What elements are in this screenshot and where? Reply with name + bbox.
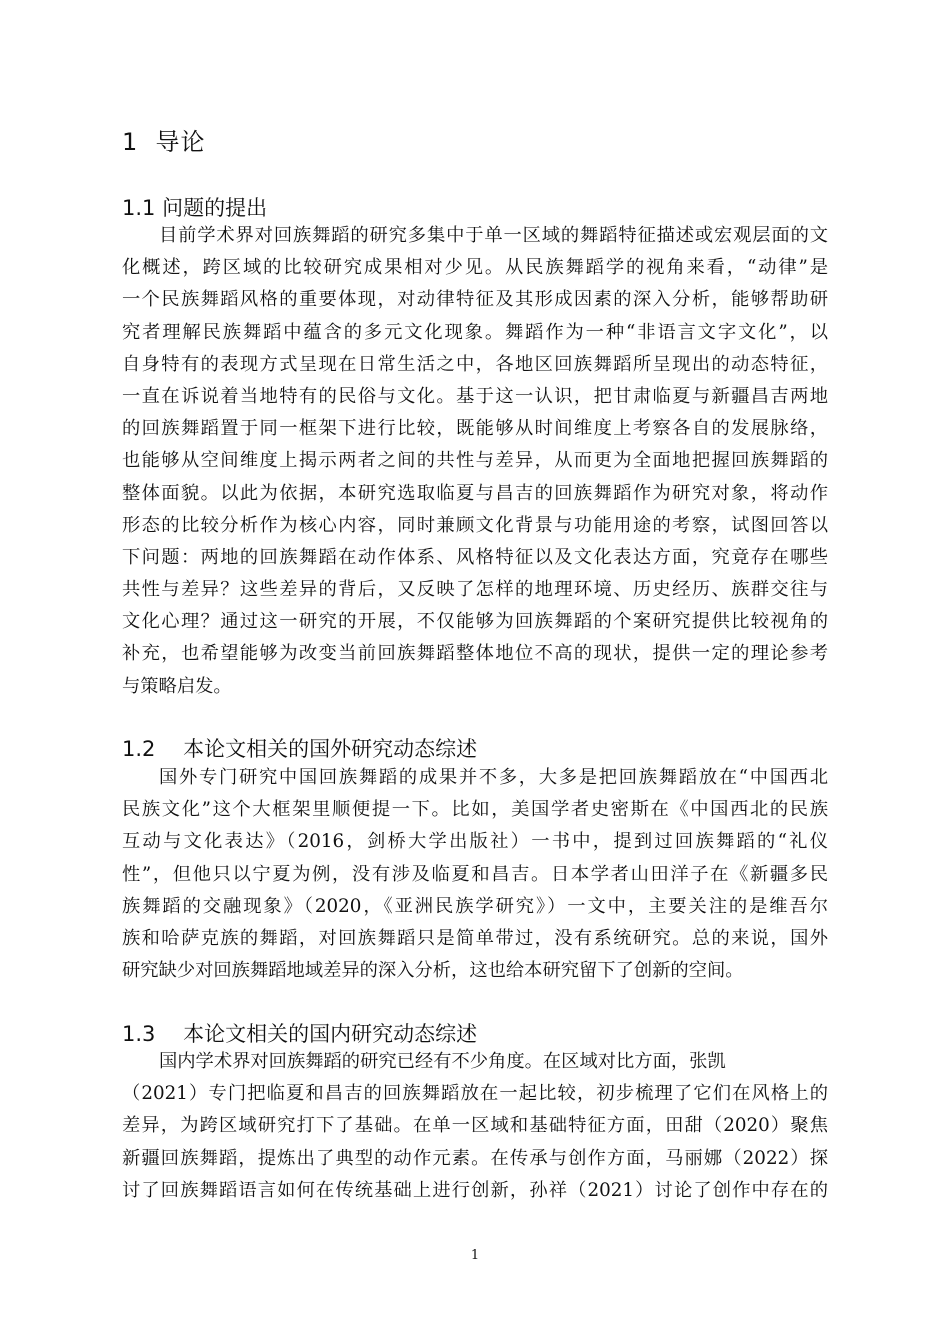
- paragraph-line: 也能够从空间维度上揭示两者之间的共性与差异，从而更为全面地把握回族舞蹈的: [122, 450, 828, 472]
- paragraph-line: 新疆回族舞蹈，提炼出了典型的动作元素。在传承与创作方面，马丽娜（2022）探: [122, 1147, 828, 1169]
- paragraph-line: 下问题：两地的回族舞蹈在动作体系、风格特征以及文化表达方面，究竟存在哪些: [122, 546, 828, 568]
- paragraph-line: 一个民族舞蹈风格的重要体现，对动律特征及其形成因素的深入分析，能够帮助研: [122, 289, 828, 311]
- section-1-1-paragraph: [122, 220, 828, 703]
- paragraph-line: 整体面貌。以此为依据，本研究选取临夏与昌吉的回族舞蹈作为研究对象，将动作: [122, 482, 828, 504]
- paragraph-line: 族舞蹈的交融现象》（2020，《亚洲民族学研究》）一文中，主要关注的是维吾尔: [122, 895, 828, 917]
- section-heading-1-1: 1.1 问题的提出: [122, 196, 268, 220]
- paragraph-line: 差异，为跨区域研究打下了基础。在单一区域和基础特征方面，田甜（2020）聚焦: [122, 1115, 828, 1137]
- paragraph-line: 形态的比较分析作为核心内容，同时兼顾文化背景与功能用途的考察，试图回答以: [122, 514, 828, 536]
- chapter-title: [122, 122, 206, 157]
- paragraph-line: 性”，但他只以宁夏为例，没有涉及临夏和昌吉。日本学者山田洋子在《新疆多民: [122, 863, 828, 885]
- paragraph-line: 互动与文化表达》（2016，剑桥大学出版社）一书中，提到过回族舞蹈的“礼仪: [122, 831, 828, 853]
- paragraph-line: 与策略启发。: [122, 675, 232, 697]
- paragraph-line: 国外专门研究中国回族舞蹈的成果并不多，大多是把回族舞蹈放在“中国西北: [159, 767, 828, 788]
- section-heading-1-3: 1.3 本论文相关的国内研究动态综述: [122, 1022, 478, 1046]
- paragraph-line: 一直在诉说着当地特有的民俗与文化。基于这一认识，把甘肃临夏与新疆昌吉两地: [122, 385, 828, 407]
- paragraph-line: 共性与差异？这些差异的背后，又反映了怎样的地理环境、历史经历、族群交往与: [122, 579, 828, 601]
- paragraph-line: 文化心理？通过这一研究的开展，不仅能够为回族舞蹈的个案研究提供比较视角的: [122, 611, 828, 633]
- paragraph-line: 自身特有的表现方式呈现在日常生活之中，各地区回族舞蹈所呈现出的动态特征，: [122, 353, 828, 375]
- page-number: 1: [470, 1248, 480, 1263]
- paragraph-line: 目前学术界对回族舞蹈的研究多集中于单一区域的舞蹈特征描述或宏观层面的文: [159, 225, 828, 246]
- paragraph-line: 民族文化”这个大框架里顺便提一下。比如，美国学者史密斯在《中国西北的民族: [122, 799, 828, 821]
- paragraph-line: 讨了回族舞蹈语言如何在传统基础上进行创新，孙祥（2021）讨论了创作中存在的: [122, 1179, 828, 1201]
- section-1-3-paragraph: [122, 1046, 828, 1207]
- paragraph-line: 研究缺少对回族舞蹈地域差异的深入分析，这也给本研究留下了创新的空间。: [122, 960, 744, 982]
- section-heading-1-2: 1.2 本论文相关的国外研究动态综述: [122, 737, 478, 761]
- chapter-title-text: 导论: [155, 128, 206, 156]
- section-1-2-paragraph: [122, 762, 828, 987]
- paragraph-line: （2021）专门把临夏和昌吉的回族舞蹈放在一起比较，初步梳理了它们在风格上的: [122, 1083, 828, 1105]
- paragraph-line: 补充，也希望能够为改变当前回族舞蹈整体地位不高的现状，提供一定的理论参考: [122, 643, 828, 665]
- paragraph-line: 国内学术界对回族舞蹈的研究已经有不少角度。在区域对比方面，张凯: [159, 1051, 726, 1072]
- chapter-number: 1: [122, 128, 139, 156]
- paragraph-line: 族和哈萨克族的舞蹈，对回族舞蹈只是简单带过，没有系统研究。总的来说，国外: [122, 927, 828, 949]
- paragraph-line: 化概述，跨区域的比较研究成果相对少见。从民族舞蹈学的视角来看，“动律”是: [122, 257, 828, 279]
- paragraph-line: 究者理解民族舞蹈中蕴含的多元文化现象。舞蹈作为一种“非语言文字文化”，以: [122, 321, 828, 343]
- paragraph-line: 的回族舞蹈置于同一框架下进行比较，既能够从时间维度上考察各自的发展脉络，: [122, 418, 828, 440]
